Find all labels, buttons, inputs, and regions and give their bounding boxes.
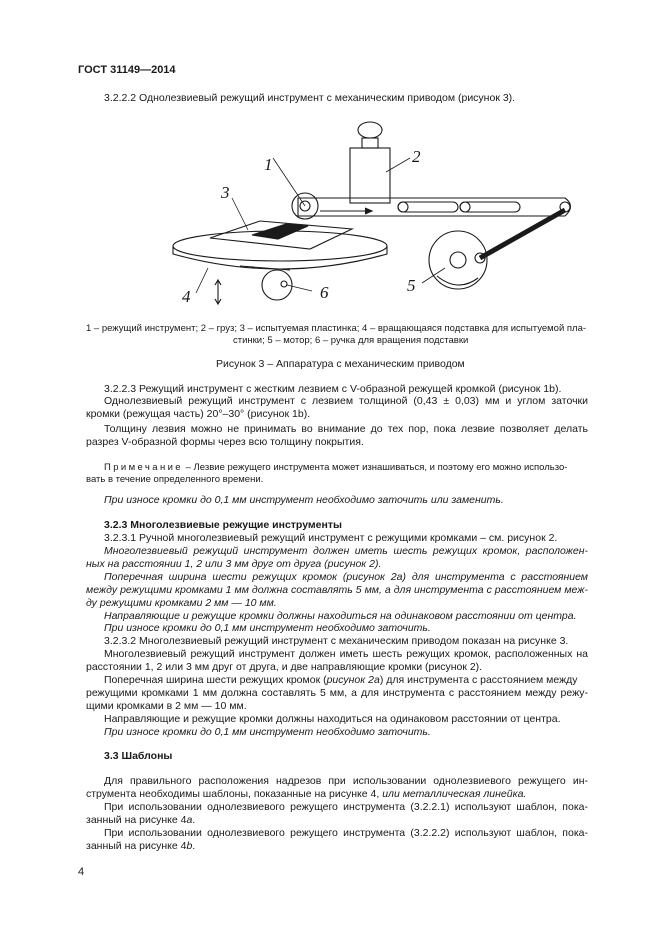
text-run-italic: или металлическая линейка. <box>382 788 527 800</box>
paragraph-line: 3.2.3.1 Ручной многолезвиевый режущий инструмент с режущими кромками – см. рисунок 2. <box>104 532 558 544</box>
paragraph-line-mixed <box>86 814 195 827</box>
figure-legend-2: стинки; 5 – мотор; 6 – ручка для вращения подставки <box>233 335 469 346</box>
text-run: . <box>192 814 196 826</box>
paragraph-line: Направляющие и режущие кромки должны находиться на одинаковом расстоянии от центра. <box>104 713 561 725</box>
paragraph-line: При износе кромки до 0,1 мм инструмент необходимо заточить. <box>104 726 431 738</box>
paragraph-line: ду режущими кромками 2 мм — 10 мм. <box>86 597 277 609</box>
note-line-2: вать в течение определенного времени. <box>86 474 264 485</box>
rotating-stand-side <box>173 246 387 269</box>
note-text: – Лезвие режущего инструмента может изнашиваться, и поэтому его можно использо- <box>183 462 568 473</box>
paragraph-line-mixed <box>86 788 526 801</box>
paragraph-line: режущими кромками 1 мм должна составлять 5 мм, а для инструмента с расстоянием между режу- <box>86 687 588 699</box>
text-run-italic: b <box>186 840 193 852</box>
paragraph-line: Однолезвиевый режущий инструмент с лезвием толщиной (0,43 ± 0,03) мм и углом заточки <box>104 395 588 407</box>
text-run: ) для инструмента с расстоянием между <box>379 674 578 686</box>
page-number: 4 <box>78 866 85 878</box>
paragraph-line: При износе кромки до 0,1 мм инструмент необходимо заточить. <box>104 622 431 634</box>
paragraph-line-mixed <box>104 674 578 687</box>
lever-pin-2 <box>460 202 470 212</box>
figure-caption: Рисунок 3 – Аппаратура с механическим приводом <box>216 358 465 370</box>
text-run: . <box>192 840 196 852</box>
figure-3-apparatus <box>160 118 590 318</box>
label-6: 6 <box>320 283 329 302</box>
section-3223-title: 3.2.2.3 Режущий инструмент с жестким лезвием с V-образной режущей кромкой (рисунок 1b). <box>104 383 562 395</box>
label-1: 1 <box>264 155 273 174</box>
leader-5 <box>422 268 445 283</box>
paragraph-line: между режущими кромками 1 мм должна составлять 5 мм, а для инструмента с расстоянием меж- <box>86 584 588 596</box>
text-run-italic: рисунок 2a <box>326 674 380 686</box>
paragraph-line: При использовании однолезвиевого режущего инструмента (3.2.2.1) используют шаблон, пока- <box>104 801 588 813</box>
paragraph-line: разрез V-образной формы через всю толщину покрытия. <box>86 436 364 448</box>
paragraph-line: кромки (режущая часть) 20°–30° (рисунок 1b). <box>86 408 311 420</box>
section-3222-title: 3.2.2.2 Однолезвиевый режущий инструмент с механическим приводом (рисунок 3). <box>104 92 516 104</box>
text-run-italic: a <box>186 814 193 826</box>
paragraph-line: Многолезвиевый режущий инструмент должен иметь шесть режущих кромок, расположен- <box>104 545 588 557</box>
lever-arm <box>298 198 571 216</box>
paragraph-line: Для правильного расположения надрезов при использовании однолезвиевого режущего ин- <box>104 775 588 787</box>
section-323-title: 3.2.3 Многолезвиевые режущие инструменты <box>104 519 342 531</box>
paragraph-line: При использовании однолезвиевого режущего инструмента (3.2.2.2) используют шаблон, пока- <box>104 827 588 839</box>
rotation-handle-pin <box>281 281 287 287</box>
figure-legend-1: 1 – режущий инструмент; 2 – груз; 3 – испытуемая пластинка; 4 – вращающаяся подставка для испытуемой пла- <box>86 323 587 334</box>
motor-wheel <box>429 231 487 289</box>
label-2: 2 <box>412 147 421 166</box>
text-run: струмента необходимы шаблоны, показанные на рисунке 4, <box>86 788 383 800</box>
motor-hub <box>450 252 466 268</box>
paragraph-line: расстоянии 1, 2 или 3 мм друг от друга, и две направляющие кромки (рисунок 2). <box>86 661 483 673</box>
lever-pin-1 <box>398 202 408 212</box>
document-header: ГОСТ 31149—2014 <box>78 64 176 76</box>
paragraph-line: Толщину лезвия можно не принимать во внимание до тех пор, пока лезвие позволяет делать <box>104 423 588 435</box>
wear-note: При износе кромки до 0,1 мм инструмент необходимо заточить или заменить. <box>104 494 504 506</box>
label-4: 4 <box>182 287 191 306</box>
label-3: 3 <box>221 183 230 202</box>
text-run: Поперечная ширина шести режущих кромок ( <box>104 674 327 686</box>
connecting-rod <box>480 210 565 258</box>
rotation-arrow <box>437 276 478 285</box>
weight-neck <box>362 138 378 148</box>
motion-arrowhead <box>365 208 372 214</box>
section-33-title: 3.3 Шаблоны <box>104 750 173 762</box>
note-label: Примечание <box>104 462 183 473</box>
text-run: занный на рисунке 4 <box>86 840 187 852</box>
paragraph-line-mixed <box>86 840 195 853</box>
paragraph-line: ных на расстоянии 1, 2 или 3 мм друг от друга (рисунок 2). <box>86 558 382 570</box>
weight-block <box>350 148 390 203</box>
paragraph-line: Направляющие и режущие кромки должны находиться на одинаковом расстоянии от центра. <box>104 610 577 622</box>
note-line-1 <box>104 462 567 474</box>
leader-4 <box>196 268 208 293</box>
paragraph-line: 3.2.3.2 Многолезвиевый режущий инструмент с механическим приводом показан на рисунке 3. <box>104 635 569 647</box>
label-5: 5 <box>407 276 416 295</box>
text-run: занный на рисунке 4 <box>86 814 187 826</box>
leader-1 <box>273 158 305 206</box>
paragraph-line: Многолезвиевый режущий инструмент должен иметь шесть режущих кромок, расположенных на <box>104 648 588 660</box>
weight-knob <box>358 122 382 138</box>
paragraph-line: щими кромками в 2 мм — 10 мм. <box>86 700 247 712</box>
leader-3 <box>232 198 248 230</box>
paragraph-line: Поперечная ширина шести режущих кромок (рисунок 2a) для инструмента с расстоянием <box>104 571 588 583</box>
